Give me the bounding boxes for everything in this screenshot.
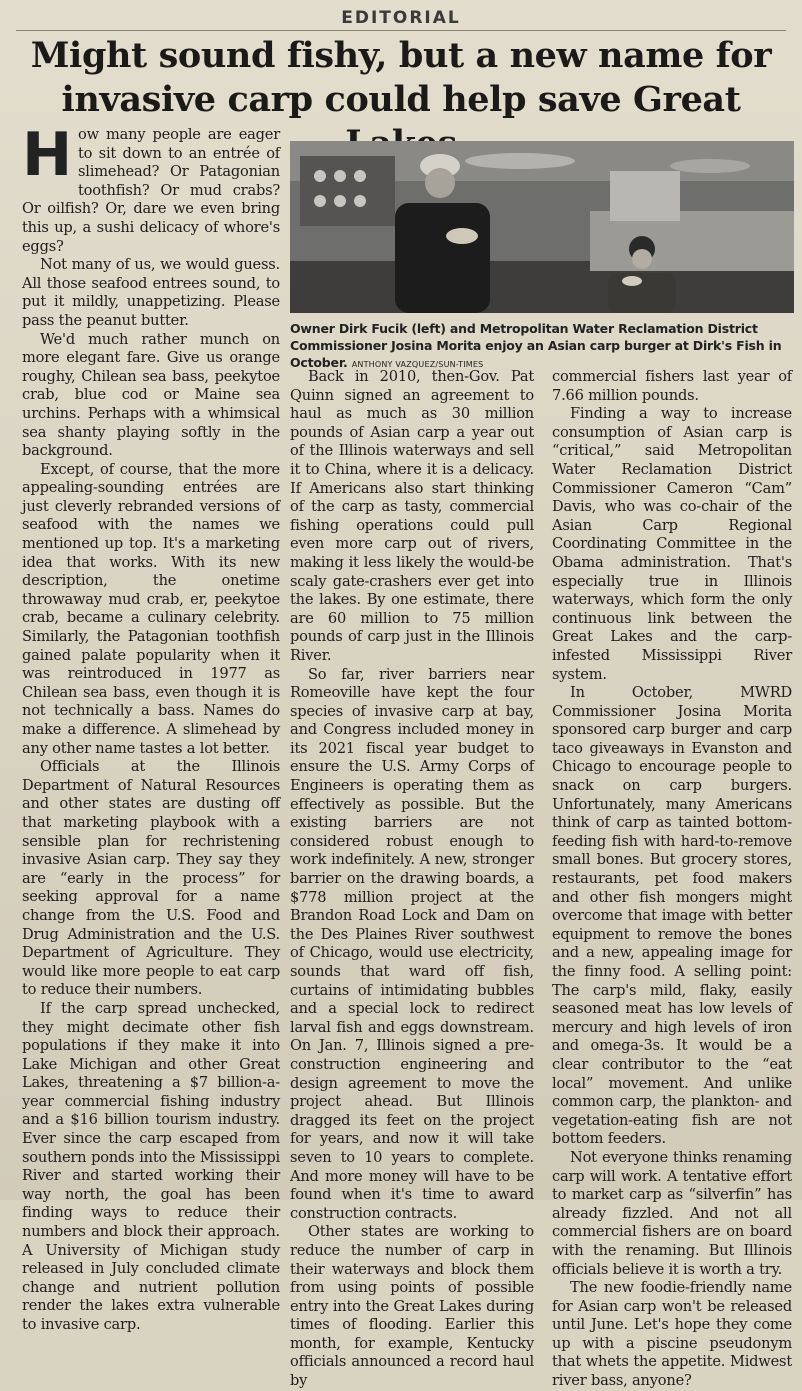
article-column-1	[22, 120, 280, 1335]
headline: Might sound fishy, but a new name for invasive carp could help save Great	[30, 35, 772, 120]
article-paragraph: commercial fishers last year of 7.66 million pounds.	[552, 368, 792, 404]
article-paragraph: Finding a way to increase consumption of Asian carp is “critical,” said Metropolitan Water Reclamation District Commissioner Cameron “Cam” Davis, who was co-chair of the Asian Carp Regional Coordinating Committee in the Obama administration. That's especially true in Illinois waterways, which form the only continuous link between the Great Lakes and the carp-infested Mississippi River system.	[552, 405, 792, 683]
article-paragraph: If the carp spread unchecked, they might decimate other fish populations if they make it into Lake Michigan and other Great Lakes, threatening a $7 billion-a-year commercial fishing industry and a $16 billion tourism industry. Ever since the carp escaped from southern ponds into the Mississippi River and started working their way north, the goal has been finding ways to reduce their numbers and block their approach. A University of Michigan study released in July concluded climate change and nutrient pollution render the lakes extra vulnerable to invasive carp.	[22, 999, 280, 1333]
article-paragraph: In October, MWRD Commissioner Josina Morita sponsored carp burger and carp taco giveaways in Evanston and Chicago to encourage people to snack on carp burgers. Unfortunately, many Americans think of carp as tainted bottom-feeding fish with hard-to-remove small bones. But grocery stores, restaurants, pet food makers and other fish mongers might overcome that image with better equipment to remove the bones and a new, appealing image for the finny food. A selling point: The carp's mild, flaky, easily seasoned meat has low levels of mercury and high levels of iron and omega-3s. It would be a clear contributor to the “eat local” movement. And unlike common carp, the plankton- and vegetation-eating fish are not bottom feeders.	[552, 684, 792, 1148]
article-photo	[290, 141, 794, 313]
article-paragraph: Not many of us, we would guess. All those seafood entrees sound, to put it mildly, unappetizing. Please pass the peanut butter.	[22, 256, 280, 329]
article-paragraph: How many people are eager to sit down to an entrée of slimehead? Or Patagonian toothfish? Or mud crabs? Or oilfish? Or, dare we even bring this up, a sushi delicacy of whore's eggs?	[22, 120, 280, 255]
restaurant-photo-illustration	[290, 141, 794, 313]
article-paragraph: Except, of course, that the more appealing-sounding entrées are just cleverly rebranded versions of seafood with the names we mentioned up top. It's a marketing idea that works. With its new description, the onetime throwaway mud crab, er, peekytoe crab, became a culinary celebrity. Similarly, the Patagonian toothfish gained palate popularity when it was reintroduced in 1977 as Chilean sea bass, even though it is not technically a bass. Names do make a difference. A slimehead by any other name tastes a lot better.	[22, 460, 280, 757]
section-label: EDITORIAL	[341, 8, 461, 28]
article-column-2	[290, 368, 534, 1391]
article-paragraph: Not everyone thinks renaming carp will work. A tentative effort to market carp as “silverfin” has already fizzled. And not all commercial fishers are on board with the renaming. But Illinois officials believe it is worth a try.	[552, 1148, 792, 1278]
article-column-3	[552, 368, 792, 1391]
article-paragraph: Back in 2010, then-Gov. Pat Quinn signed an agreement to haul as much as 30 million pounds of Asian carp a year out of the Illinois waterways and sell it to China, where it is a delicacy. If Americans also start thinking of the carp as tasty, commercial fishing operations could pull even more carp out of rivers, making it less likely the would-be scaly gate-crashers ever get into the lakes. By one estimate, there are 60 million to 75 million pounds of carp just in the Illinois River.	[290, 368, 534, 664]
photo-credit: ANTHONY VAZQUEZ/SUN-TIMES	[351, 360, 484, 369]
article-paragraph: Other states are working to reduce the number of carp in their waterways and block them from using points of possible entry into the Great Lakes during times of flooding. Earlier this month, for example, Kentucky officials announced a record haul by	[290, 1223, 534, 1390]
header-rule	[16, 30, 786, 31]
article-paragraph: We'd much rather munch on more elegant fare. Give us orange roughy, Chilean sea bass, peekytoe crab, blue cod or Maine sea urchins. Perhaps with a whimsical sea shanty playing softly in the background.	[22, 330, 280, 460]
article-paragraph: So far, river barriers near Romeoville have kept the four species of invasive carp at bay, and Congress included money in its 2021 fiscal year budget to ensure the U.S. Army Corps of Engineers is operating them as effectively as possible. But the existing barriers are not considered robust enough to work indefinitely. A new, stronger barrier on the drawing boards, a $778 million project at the Brandon Road Lock and Dam on the Des Plaines River southwest of Chicago, would use electricity, sounds that ward off fish, curtains of intimidating bubbles and a special lock to redirect larval fish and eggs downstream. On Jan. 7, Illinois signed a pre-construction engineering and design agreement to move the project ahead. But Illinois dragged its feet on the project for years, and now it will take seven to 10 years to complete. And more money will have to be found when it's time to award construction contracts.	[290, 665, 534, 1222]
caption-text: Owner Dirk Fucik (left) and Metropolitan Water Reclamation District Commissioner Josina Morita enjoy an Asian carp burger at Dirk's Fish in October.	[290, 321, 782, 370]
article-paragraph: The new foodie-friendly name for Asian carp won't be released until June. Let's hope they come up with a piscine pseudonym that whets the appetite. Midwest river bass, anyone?	[552, 1279, 792, 1390]
photo-caption	[290, 320, 794, 373]
drop-cap: H	[22, 120, 73, 190]
article-paragraph: Officials at the Illinois Department of Natural Resources and other states are dusting off that marketing playbook with a sensible plan for rechristening invasive Asian carp. They say they are “early in the process” for seeking approval for a name change from the U.S. Food and Drug Administration and the U.S. Department of Agriculture. They would like more people to eat carp to reduce their numbers.	[22, 758, 280, 999]
